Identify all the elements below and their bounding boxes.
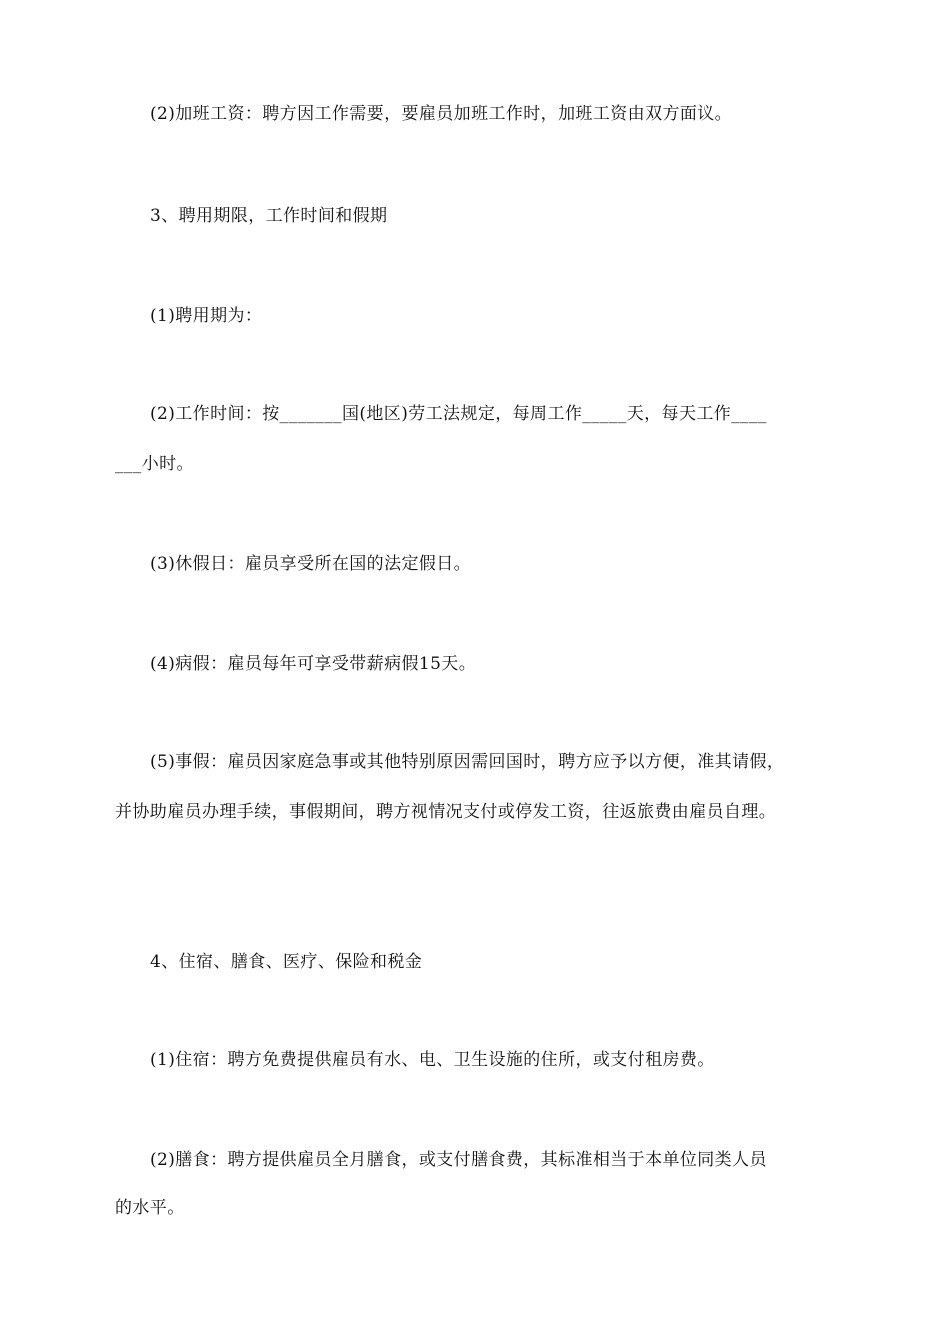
paragraph-personal-leave: (5)事假：雇员因家庭急事或其他特别原因需回国时，聘方应予以方便，准其请假， <box>150 752 785 772</box>
section-heading-accommodation: 4、住宿、膳食、医疗、保险和税金 <box>150 952 423 972</box>
paragraph-personal-leave-continued: 并协助雇员办理手续，事假期间，聘方视情况支付或停发工资，往返旅费由雇员自理。 <box>115 802 777 822</box>
paragraph-meals: (2)膳食：聘方提供雇员全月膳食，或支付膳食费，其标准相当于本单位同类人员 <box>150 1150 767 1170</box>
paragraph-employment-period: (1)聘用期为： <box>150 306 263 326</box>
paragraph-accommodation: (1)住宿：聘方免费提供雇员有水、电、卫生设施的住所，或支付租房费。 <box>150 1050 715 1070</box>
paragraph-working-hours-continued: ___小时。 <box>115 454 194 474</box>
paragraph-sick-leave: (4)病假：雇员每年可享受带薪病假15天。 <box>150 654 477 674</box>
paragraph-meals-continued: 的水平。 <box>115 1198 185 1218</box>
section-heading-employment-term: 3、聘用期限，工作时间和假期 <box>150 206 388 226</box>
paragraph-working-hours: (2)工作时间：按_______国(地区)劳工法规定，每周工作_____天，每天工作____ <box>150 404 767 424</box>
paragraph-overtime-pay: (2)加班工资：聘方因工作需要，要雇员加班工作时，加班工资由双方面议。 <box>150 104 733 124</box>
paragraph-holidays: (3)休假日：雇员享受所在国的法定假日。 <box>150 554 472 574</box>
